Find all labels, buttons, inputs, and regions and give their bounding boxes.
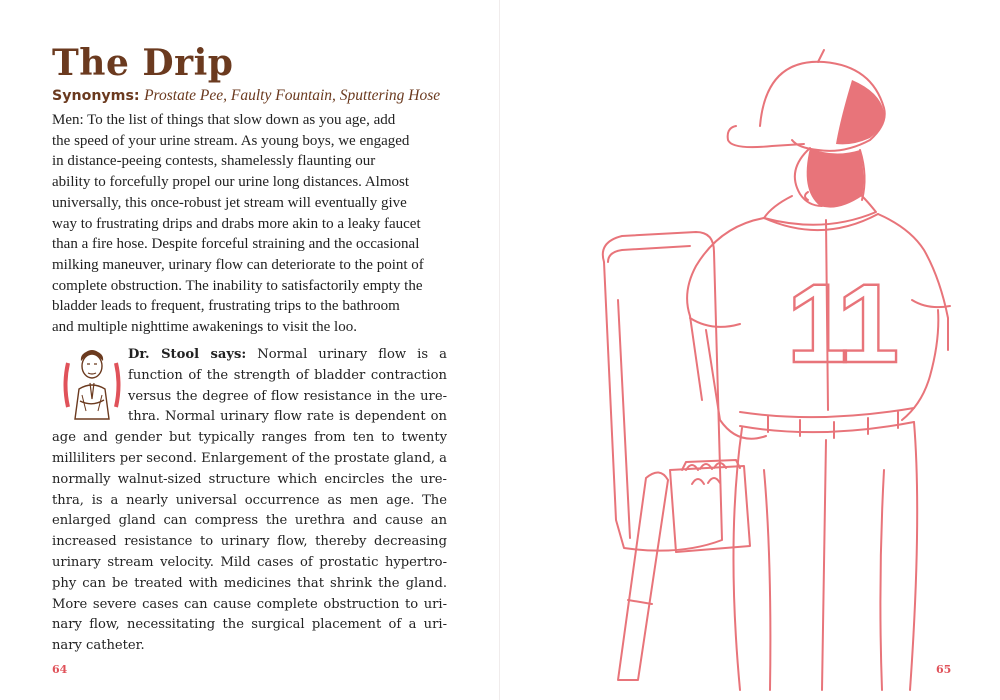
synonyms-label: Synonyms:	[52, 88, 140, 104]
page-number-right: 65	[936, 663, 952, 676]
body-line: Men: To the list of things that slow down as you age, add	[52, 112, 396, 128]
dr-stool-label: Dr. Stool says:	[128, 347, 247, 362]
right-page	[500, 0, 1000, 700]
jersey-number: 11	[786, 261, 894, 386]
body-line: way to frustrating drips and drabs more akin to a leaky faucet	[52, 215, 421, 232]
baseball-player-illustration	[580, 40, 1000, 700]
page-number-left: 64	[52, 663, 68, 676]
synonyms-values: Prostate Pee, Faulty Fountain, Sputtering Hose	[144, 87, 441, 104]
synonyms-line	[52, 87, 482, 105]
dr-stool-sidebar	[52, 345, 447, 657]
body-line: than a fire hose. Despite forceful straining and the occasional	[52, 236, 420, 253]
body-line: ability to forcefully propel our urine long distances. Almost	[52, 174, 410, 191]
page-title: The Drip	[52, 42, 234, 84]
body-line: the speed of your urine stream. As young boys, we engaged	[52, 132, 410, 149]
dr-stool-portrait-icon	[62, 345, 122, 425]
body-line: in distance-peeing contests, shamelessly flaunting our	[52, 153, 376, 170]
body-line: bladder leads to frequent, frustrating trips to the bathroom	[52, 298, 400, 315]
body-line: universally, this once-robust jet stream will eventually give	[52, 194, 407, 211]
body-line: and multiple nighttime awakenings to visit the loo.	[52, 319, 357, 336]
body-line: milking maneuver, urinary flow can deteriorate to the point of	[52, 256, 424, 273]
body-paragraph	[52, 110, 452, 338]
dr-stool-text: Normal urinary flow is a function of the strength of bladder contraction versus the degree of flow resistance in the ure-thra. Normal urinary flow rate is dependent on age and gender but typically ranges from ten to twenty milliliters per second. Enlargement of the prostate gland, a normally walnut-sized structure which encircles the ure-thra, is a nearly universal occurrence as men age. The enlarged gland can compress the urethra and cause an increased resistance to urinary flow, thereby decreasing urinary stream velocity. Mild cases of prostatic hypertro-phy can be treated with medicines that shrink the gland. More severe cases can cause complete obstruction to uri-nary flow, necessitating the surgical placement of a uri-nary catheter.	[52, 347, 447, 654]
body-line: complete obstruction. The inability to satisfactorily empty the	[52, 277, 423, 294]
